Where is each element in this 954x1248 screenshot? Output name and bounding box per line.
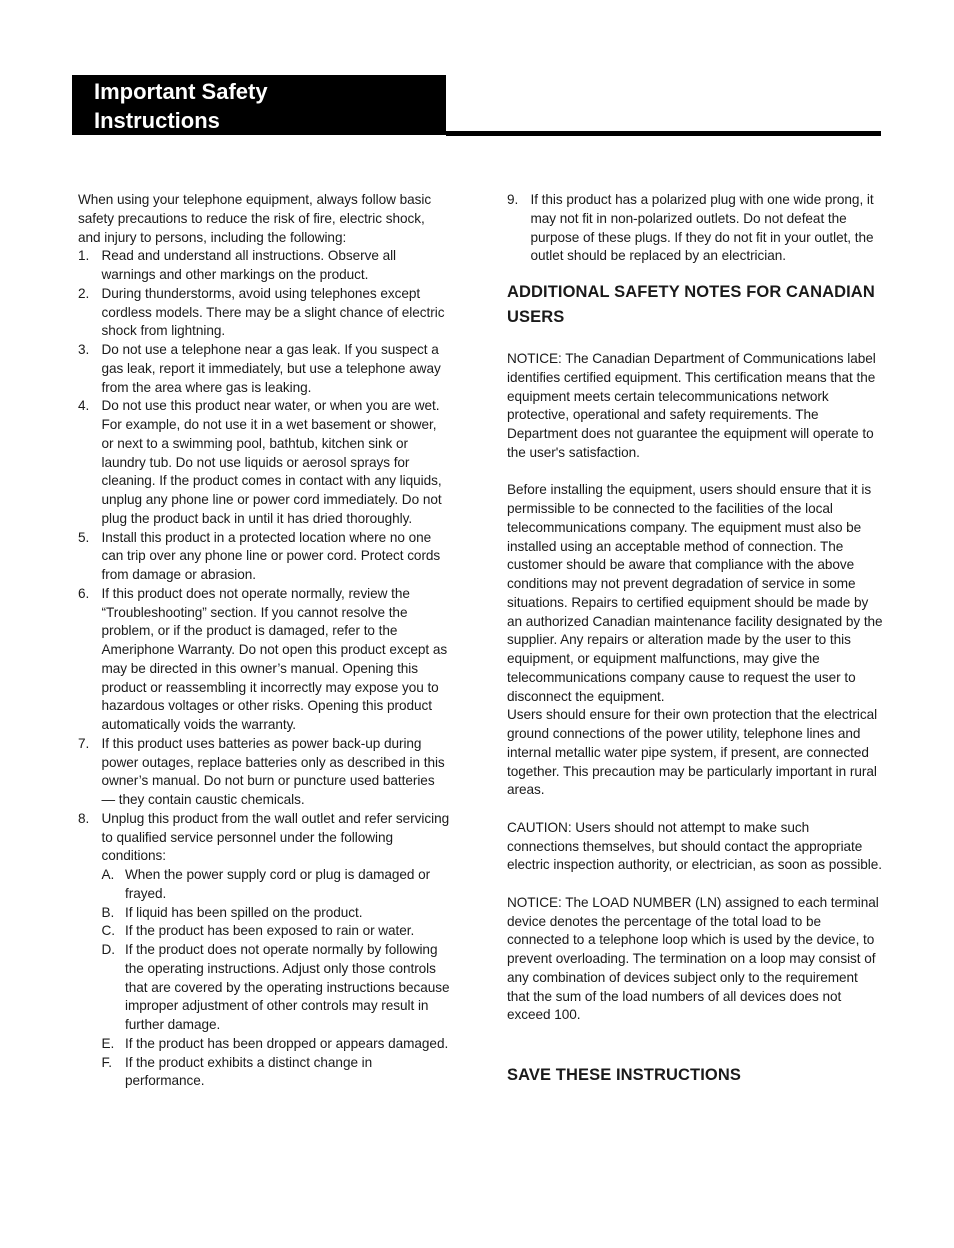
right-column — [507, 191, 883, 1088]
sub-list-text: If liquid has been spilled on the product. — [125, 904, 363, 920]
list-text: If this product does not operate normally, review the “Troubleshooting” section. If you cannot resolve the problem, or if the product is damaged, refer to the Ameriphone Warranty. Do not open this product except as may be directed in this owner’s manual. Opening this product or reassembling it incorrectly may expose you to hazardous voltages or other risks. Opening this product automatically voids the warranty. — [101, 585, 448, 732]
load-number-paragraph: NOTICE: The LOAD NUMBER (LN) assigned to each terminal device denotes the percentage of the total load to be connected to a telephone loop which is used by the device, to prevent overloading. The termination on a loop may consist of any combination of devices subject only to the requirement that the sum of the load numbers of all devices does not exceed 100. — [507, 894, 879, 1023]
sub-list — [78, 866, 450, 1091]
sub-list-letter: A. — [101, 867, 115, 882]
list-item — [78, 397, 450, 528]
list-number: 8. — [78, 810, 90, 826]
list-item — [78, 735, 450, 810]
canadian-notes-heading: ADDITIONAL SAFETY NOTES FOR CANADIAN USERS — [507, 283, 875, 326]
ground-connections-paragraph: Users should ensure for their own protection that the electrical ground connections of the power utility, telephone lines and internal metallic water pipe system, if present, are connected together. This precaution may be particularly important in rural areas. — [507, 707, 878, 798]
save-instructions-heading: SAVE THESE INSTRUCTIONS — [507, 1066, 741, 1084]
list-number: 5. — [78, 529, 90, 545]
list-number: 6. — [78, 585, 90, 601]
sub-list-item — [78, 1035, 450, 1054]
sub-list-text: If the product has been dropped or appears damaged. — [125, 1035, 449, 1051]
sub-list-text: If the product has been exposed to rain or water. — [125, 923, 415, 939]
sub-list-text: When the power supply cord or plug is damaged or frayed. — [125, 867, 431, 901]
list-number: 3. — [78, 342, 90, 357]
list-item — [78, 247, 450, 285]
list-item — [78, 341, 450, 397]
list-item — [78, 529, 450, 585]
sub-list-item — [78, 941, 450, 1035]
list-text: Install this product in a protected location where no one can trip over any phone line or power cord. Protect cords from damage or abrasion. — [101, 529, 441, 582]
sub-list-letter: F. — [101, 1054, 112, 1070]
list-number: 9. — [507, 192, 519, 207]
list-number: 2. — [78, 285, 90, 301]
sub-list-letter: C. — [101, 923, 115, 939]
sub-list-item — [78, 866, 450, 904]
list-text: During thunderstorms, avoid using telephones except cordless models. There may be a slight chance of electric shock from lightning. — [101, 285, 445, 339]
list-text: Read and understand all instructions. Observe all warnings and other markings on the product. — [101, 248, 397, 282]
sub-list-item — [78, 904, 450, 923]
list-number: 1. — [78, 248, 90, 264]
list-text: Do not use a telephone near a gas leak. If you suspect a gas leak, report it immediately, but use a telephone away from the area where gas is leaking. — [101, 342, 441, 395]
left-column — [78, 191, 450, 1091]
sub-list-text: If the product does not operate normally by following the operating instructions. Adjust only those controls that are covered by the operating instructions because improper adjustment of other controls may result in further damage. — [125, 942, 450, 1032]
list-item — [78, 285, 450, 341]
sub-list-letter: D. — [101, 942, 115, 957]
list-number: 4. — [78, 398, 90, 414]
sub-list-letter: B. — [101, 904, 115, 920]
list-item — [78, 810, 450, 866]
page-title-line-1: Important Safety — [94, 79, 268, 104]
sub-list-text: If the product exhibits a distinct change in performance. — [125, 1054, 373, 1089]
caution-paragraph: CAUTION: Users should not attempt to make such connections themselves, but should contact the appropriate electric inspection authority, or electrician, as soon as possible. — [507, 819, 882, 873]
list-item — [78, 585, 450, 735]
list-text: If this product has a polarized plug with one wide prong, it may not fit in non-polarized outlets. Do not defeat the purpose of these plugs. If they do not fit in your outlet, the outlet should be replaced by an electrician. — [530, 192, 874, 264]
header-rule — [446, 131, 881, 136]
list-number: 7. — [78, 735, 90, 751]
sub-list-letter: E. — [101, 1035, 115, 1051]
list-item — [507, 191, 883, 266]
list-text: Unplug this product from the wall outlet and refer servicing to qualified service personnel under the following conditions: — [101, 810, 450, 864]
intro-paragraph: When using your telephone equipment, always follow basic safety precautions to reduce the risk of fire, electric shock, and injury to persons, including the following: — [78, 192, 432, 245]
page-title-line-2: Instructions — [94, 108, 220, 133]
before-installing-paragraph: Before installing the equipment, users should ensure that it is permissible to be connected to the facilities of the local telecommunications company. The equipment must also be installed using an acceptable method of connection. The customer should be aware that compliance with the above conditions may not prevent degradation of service in some situations. Repairs to certified equipment should be made by an authorized Canadian maintenance facility designated by the supplier. Any repairs or alteration made by the user to this equipment, or equipment malfunctions, may give the telecommunications company cause to request the user to disconnect the equipment. — [507, 482, 883, 704]
sub-list-item — [78, 1054, 450, 1092]
notice-certification-paragraph: NOTICE: The Canadian Department of Communications label identifies certified equipment. This certification means that the equipment meets certain telecommunications network protective, operational and safety requirements. The Department does not guarantee the equipment will operate to the user's satisfaction. — [507, 351, 876, 460]
list-text: Do not use this product near water, or when you are wet. For example, do not use it in a wet basement or shower, or next to a swimming pool, bathtub, kitchen sink or laundry tub. Do not use liquids or aerosol sprays for cleaning. If the product comes in contact with any liquids, unplug any phone line or power cord immediately. Do not plug the product back in until it has dried thoroughly. — [101, 398, 442, 526]
list-text: If this product uses batteries as power back-up during power outages, replace batteries only as described in this owner’s manual. Do not burn or puncture used batteries — they contain caustic chemicals. — [101, 735, 445, 807]
page-header — [72, 75, 446, 135]
sub-list-item — [78, 922, 450, 941]
